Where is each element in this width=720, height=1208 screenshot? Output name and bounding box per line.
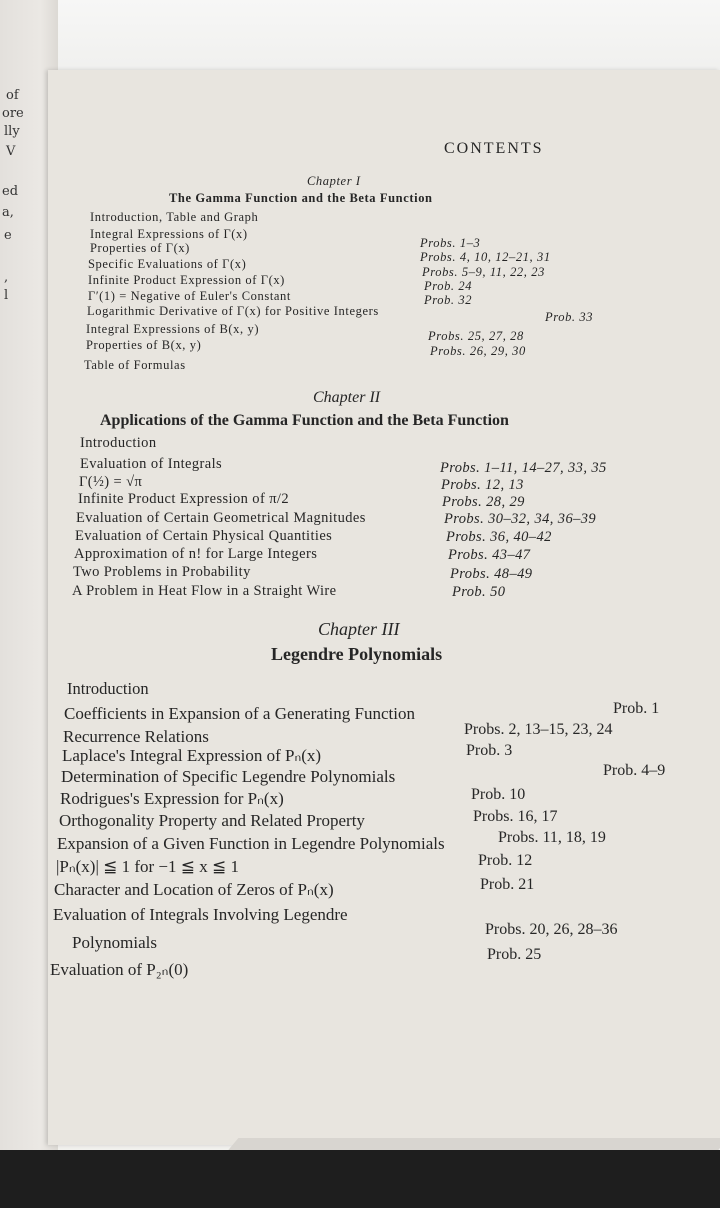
toc-entry: Introduction, Table and Graph xyxy=(90,210,259,224)
toc-probs: Prob. 1 xyxy=(613,700,660,717)
toc-probs: Probs. 28, 29 xyxy=(442,494,525,510)
toc-entry: Character and Location of Zeros of Pₙ(x) xyxy=(54,880,334,899)
toc-probs: Probs. 20, 26, 28–36 xyxy=(485,921,618,938)
toc-probs: Prob. 24 xyxy=(424,279,473,293)
toc-entry: Expansion of a Given Function in Legendre Polynomials xyxy=(57,834,445,853)
toc-probs: Prob. 12 xyxy=(478,852,533,869)
toc-entry: Properties of Γ(x) xyxy=(90,241,190,255)
toc-probs: Prob. 3 xyxy=(466,742,513,759)
toc-probs: Probs. 25, 27, 28 xyxy=(428,329,524,343)
toc-entry: Two Problems in Probability xyxy=(73,564,251,580)
toc-entry: Orthogonality Property and Related Property xyxy=(59,811,365,830)
chapter-title: Legendre Polynomials xyxy=(271,644,443,664)
toc-entry: Infinite Product Expression of Γ(x) xyxy=(88,273,285,287)
toc-entry: Γ(½) = √π xyxy=(79,474,143,490)
toc-probs: Prob. 33 xyxy=(545,310,594,324)
toc-entry: A Problem in Heat Flow in a Straight Wire xyxy=(72,583,337,599)
toc-probs: Probs. 48–49 xyxy=(450,566,533,582)
toc-entry: Logarithmic Derivative of Γ(x) for Positive Integers xyxy=(87,304,379,318)
toc-probs: Probs. 12, 13 xyxy=(441,477,524,493)
left-page-fragment: ore xyxy=(2,106,24,121)
toc-probs: Prob. 50 xyxy=(452,584,506,600)
left-page-fragment: V xyxy=(6,144,16,159)
toc-probs: Probs. 43–47 xyxy=(448,547,531,563)
toc-probs: Probs. 2, 13–15, 23, 24 xyxy=(464,721,613,738)
toc-entry: Integral Expressions of B(x, y) xyxy=(86,322,260,336)
toc-probs: Probs. 1–11, 14–27, 33, 35 xyxy=(440,460,607,476)
toc-entry: Evaluation of Integrals Involving Legendre xyxy=(53,905,348,924)
toc-probs: Probs. 16, 17 xyxy=(473,808,558,825)
contents-heading: CONTENTS xyxy=(444,140,544,157)
toc-entry: Laplace's Integral Expression of Pₙ(x) xyxy=(62,746,322,765)
toc-entry: Rodrigues's Expression for Pₙ(x) xyxy=(60,789,284,808)
toc-entry: Recurrence Relations xyxy=(63,727,209,746)
toc-entry: Determination of Specific Legendre Polynomials xyxy=(61,767,396,786)
toc-entry: Introduction xyxy=(67,679,149,698)
toc-probs: Probs. 26, 29, 30 xyxy=(430,344,526,358)
toc-entry: Introduction xyxy=(80,435,157,451)
chapter-label: Chapter III xyxy=(318,619,400,639)
left-page-fragment: of xyxy=(6,88,19,103)
left-page-fragment: l xyxy=(4,288,9,303)
toc-probs: Probs. 36, 40–42 xyxy=(446,529,552,545)
left-page-fragment: lly xyxy=(4,124,20,139)
chapter-label: Chapter I xyxy=(307,174,361,188)
toc-probs: Probs. 4, 10, 12–21, 31 xyxy=(420,250,551,264)
toc-entry: Integral Expressions of Γ(x) xyxy=(90,227,248,241)
left-page-fragment: a, xyxy=(2,205,14,220)
toc-entry: Evaluation of P₂ₙ(0) xyxy=(50,960,189,979)
toc-entry: Evaluation of Certain Physical Quantities xyxy=(75,528,333,544)
toc-entry: Polynomials xyxy=(72,933,158,952)
toc-entry: Evaluation of Integrals xyxy=(80,456,223,472)
toc-entry: Γ′(1) = Negative of Euler's Constant xyxy=(88,289,291,303)
left-page-fragment: e xyxy=(4,228,12,243)
toc-probs: Probs. 5–9, 11, 22, 23 xyxy=(422,265,545,279)
toc-probs: Prob. 25 xyxy=(487,946,542,963)
toc-probs: Probs. 11, 18, 19 xyxy=(498,829,606,846)
toc-entry: |Pₙ(x)| ≦ 1 for −1 ≦ x ≦ 1 xyxy=(56,857,239,876)
left-page-fragment: ed xyxy=(2,184,19,199)
toc-probs: Prob. 10 xyxy=(471,786,526,803)
toc-probs: Prob. 4–9 xyxy=(603,762,666,779)
toc-entry: Specific Evaluations of Γ(x) xyxy=(88,257,247,271)
table-surface xyxy=(0,1150,720,1208)
toc-entry: Table of Formulas xyxy=(84,358,186,372)
toc-probs: Prob. 21 xyxy=(480,876,535,893)
toc-entry: Properties of B(x, y) xyxy=(86,338,202,352)
toc-entry: Infinite Product Expression of π/2 xyxy=(78,491,289,507)
toc-probs: Prob. 32 xyxy=(424,293,473,307)
toc-probs: Probs. 1–3 xyxy=(420,236,481,250)
toc-entry: Evaluation of Certain Geometrical Magnitudes xyxy=(76,510,366,526)
chapter-label: Chapter II xyxy=(313,389,381,406)
left-page-fragment: , xyxy=(4,270,9,285)
toc-entry: Coefficients in Expansion of a Generating Function xyxy=(64,704,415,723)
chapter-title: The Gamma Function and the Beta Function xyxy=(169,191,433,205)
toc-probs: Probs. 30–32, 34, 36–39 xyxy=(444,511,597,527)
chapter-title: Applications of the Gamma Function and the Beta Function xyxy=(100,412,509,429)
toc-entry: Approximation of n! for Large Integers xyxy=(74,546,318,562)
